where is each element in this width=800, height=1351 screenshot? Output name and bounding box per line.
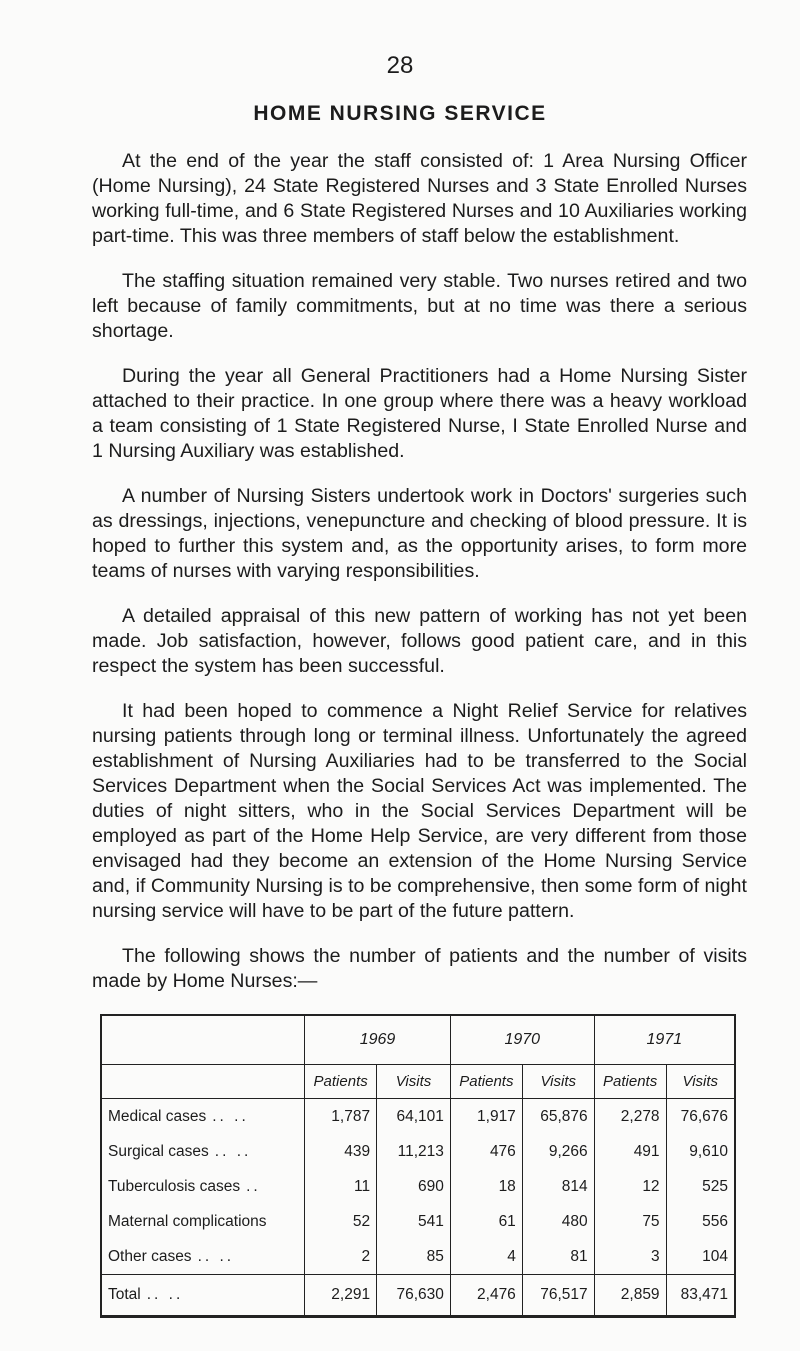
column-header-patients: Patients: [305, 1065, 377, 1099]
cell-patients-1969: 11: [305, 1169, 377, 1204]
total-row: [101, 1275, 735, 1317]
paragraph-appraisal: A detailed appraisal of this new pattern of working has not yet been made. Job satisfaction, however, follows good patient care, and in this respect the system has been successful.: [92, 605, 747, 677]
cell-patients-1970: 61: [450, 1204, 522, 1239]
cell-visits-1969: 85: [377, 1239, 451, 1275]
cell-visits-1970: 81: [522, 1239, 594, 1275]
total-visits-1971: 83,471: [666, 1275, 735, 1317]
cell-patients-1971: 3: [594, 1239, 666, 1275]
corner-cell: [101, 1065, 305, 1099]
row-label-text: Medical cases: [108, 1107, 207, 1125]
cell-visits-1971: 525: [666, 1169, 735, 1204]
table-row: [101, 1239, 735, 1275]
year-header: 1969: [305, 1015, 451, 1065]
cell-visits-1969: 690: [377, 1169, 451, 1204]
table-row: [101, 1204, 735, 1239]
column-header-visits: Visits: [522, 1065, 594, 1099]
total-patients-1971: 2,859: [594, 1275, 666, 1317]
cell-patients-1971: 491: [594, 1134, 666, 1169]
cell-visits-1969: 64,101: [377, 1099, 451, 1135]
row-label-text: Surgical cases: [108, 1142, 209, 1160]
page-number: 28: [386, 52, 414, 79]
table-row: [101, 1169, 735, 1204]
table-row: [101, 1134, 735, 1169]
body-text: [92, 149, 747, 1014]
cell-visits-1970: 65,876: [522, 1099, 594, 1135]
cell-visits-1970: 480: [522, 1204, 594, 1239]
row-label: [101, 1204, 305, 1239]
paragraph-table-intro: The following shows the number of patients and the number of visits made by Home Nurses:—: [92, 945, 747, 992]
cell-visits-1970: 814: [522, 1169, 594, 1204]
column-header-patients: Patients: [594, 1065, 666, 1099]
cell-visits-1969: 11,213: [377, 1134, 451, 1169]
cell-patients-1971: 75: [594, 1204, 666, 1239]
cell-patients-1970: 4: [450, 1239, 522, 1275]
cell-visits-1969: 541: [377, 1204, 451, 1239]
row-label: [101, 1134, 305, 1169]
paragraph-staff: At the end of the year the staff consisted of: 1 Area Nursing Officer (Home Nursing), 24 State Registered Nurses and 3 State Enrolled Nurses working full-time, and 6 State Registered Nurses and 10 Auxiliaries working part-time. This was three members of staff below the establishment.: [92, 150, 747, 247]
cell-visits-1970: 9,266: [522, 1134, 594, 1169]
total-patients-1970: 2,476: [450, 1275, 522, 1317]
row-label: [101, 1239, 305, 1275]
corner-cell: [101, 1015, 305, 1065]
cell-visits-1971: 9,610: [666, 1134, 735, 1169]
cell-visits-1971: 556: [666, 1204, 735, 1239]
column-header-visits: Visits: [666, 1065, 735, 1099]
visits-table: [100, 1014, 736, 1318]
cell-patients-1969: 52: [305, 1204, 377, 1239]
cell-patients-1970: 476: [450, 1134, 522, 1169]
row-label: [101, 1099, 305, 1135]
cell-patients-1971: 12: [594, 1169, 666, 1204]
year-header: 1971: [594, 1015, 735, 1065]
cell-patients-1969: 1,787: [305, 1099, 377, 1135]
total-visits-1970: 76,517: [522, 1275, 594, 1317]
cell-patients-1970: 1,917: [450, 1099, 522, 1135]
leader-dots: .. ..: [197, 1247, 235, 1265]
total-label: [101, 1275, 305, 1317]
total-visits-1969: 76,630: [377, 1275, 451, 1317]
subheader-row: [101, 1065, 735, 1099]
page-title: HOME NURSING SERVICE: [253, 102, 547, 125]
year-header-row: [101, 1015, 735, 1065]
cell-visits-1971: 104: [666, 1239, 735, 1275]
paragraph-nursing-sisters: A number of Nursing Sisters undertook work in Doctors' surgeries such as dressings, injections, venepuncture and checking of blood pressure. It is hoped to further this system and, as the opportunity arises, to form more teams of nurses with varying responsibilities.: [92, 485, 747, 582]
leader-dots: .. ..: [212, 1107, 249, 1125]
row-label-text: Other cases: [108, 1247, 192, 1265]
row-label-text: Maternal complications: [108, 1212, 267, 1230]
total-patients-1969: 2,291: [305, 1275, 377, 1317]
leader-dots: ..: [246, 1177, 261, 1195]
column-header-patients: Patients: [450, 1065, 522, 1099]
paragraph-general-practitioners: During the year all General Practitioners had a Home Nursing Sister attached to their practice. In one group where there was a heavy workload a team consisting of 1 State Registered Nurse, I State Enrolled Nurse and 1 Nursing Auxiliary was established.: [92, 365, 747, 462]
total-label-text: Total: [108, 1286, 141, 1303]
row-label: [101, 1169, 305, 1204]
cell-patients-1969: 2: [305, 1239, 377, 1275]
leader-dots: .. ..: [146, 1286, 184, 1303]
table-row: [101, 1099, 735, 1135]
column-header-visits: Visits: [377, 1065, 451, 1099]
year-header: 1970: [450, 1015, 594, 1065]
cell-patients-1970: 18: [450, 1169, 522, 1204]
cell-visits-1971: 76,676: [666, 1099, 735, 1135]
cell-patients-1969: 439: [305, 1134, 377, 1169]
paragraph-night-relief: It had been hoped to commence a Night Relief Service for relatives nursing patients through long or terminal illness. Unfortunately the agreed establishment of Nursing Auxiliaries had to be transferred to the Social Services Department when the Social Services Act was implemented. The duties of night sitters, who in the Social Services Department will be employed as part of the Home Help Service, are very different from those envisaged had they become an extension of the Home Nursing Service and, if Community Nursing is to be comprehensive, then some form of night nursing service will have to be part of the future pattern.: [92, 700, 747, 922]
row-label-text: Tuberculosis cases: [108, 1177, 241, 1195]
paragraph-staffing-situation: The staffing situation remained very stable. Two nurses retired and two left because of family commitments, but at no time was there a serious shortage.: [92, 270, 747, 342]
cell-patients-1971: 2,278: [594, 1099, 666, 1135]
leader-dots: .. ..: [214, 1142, 252, 1160]
